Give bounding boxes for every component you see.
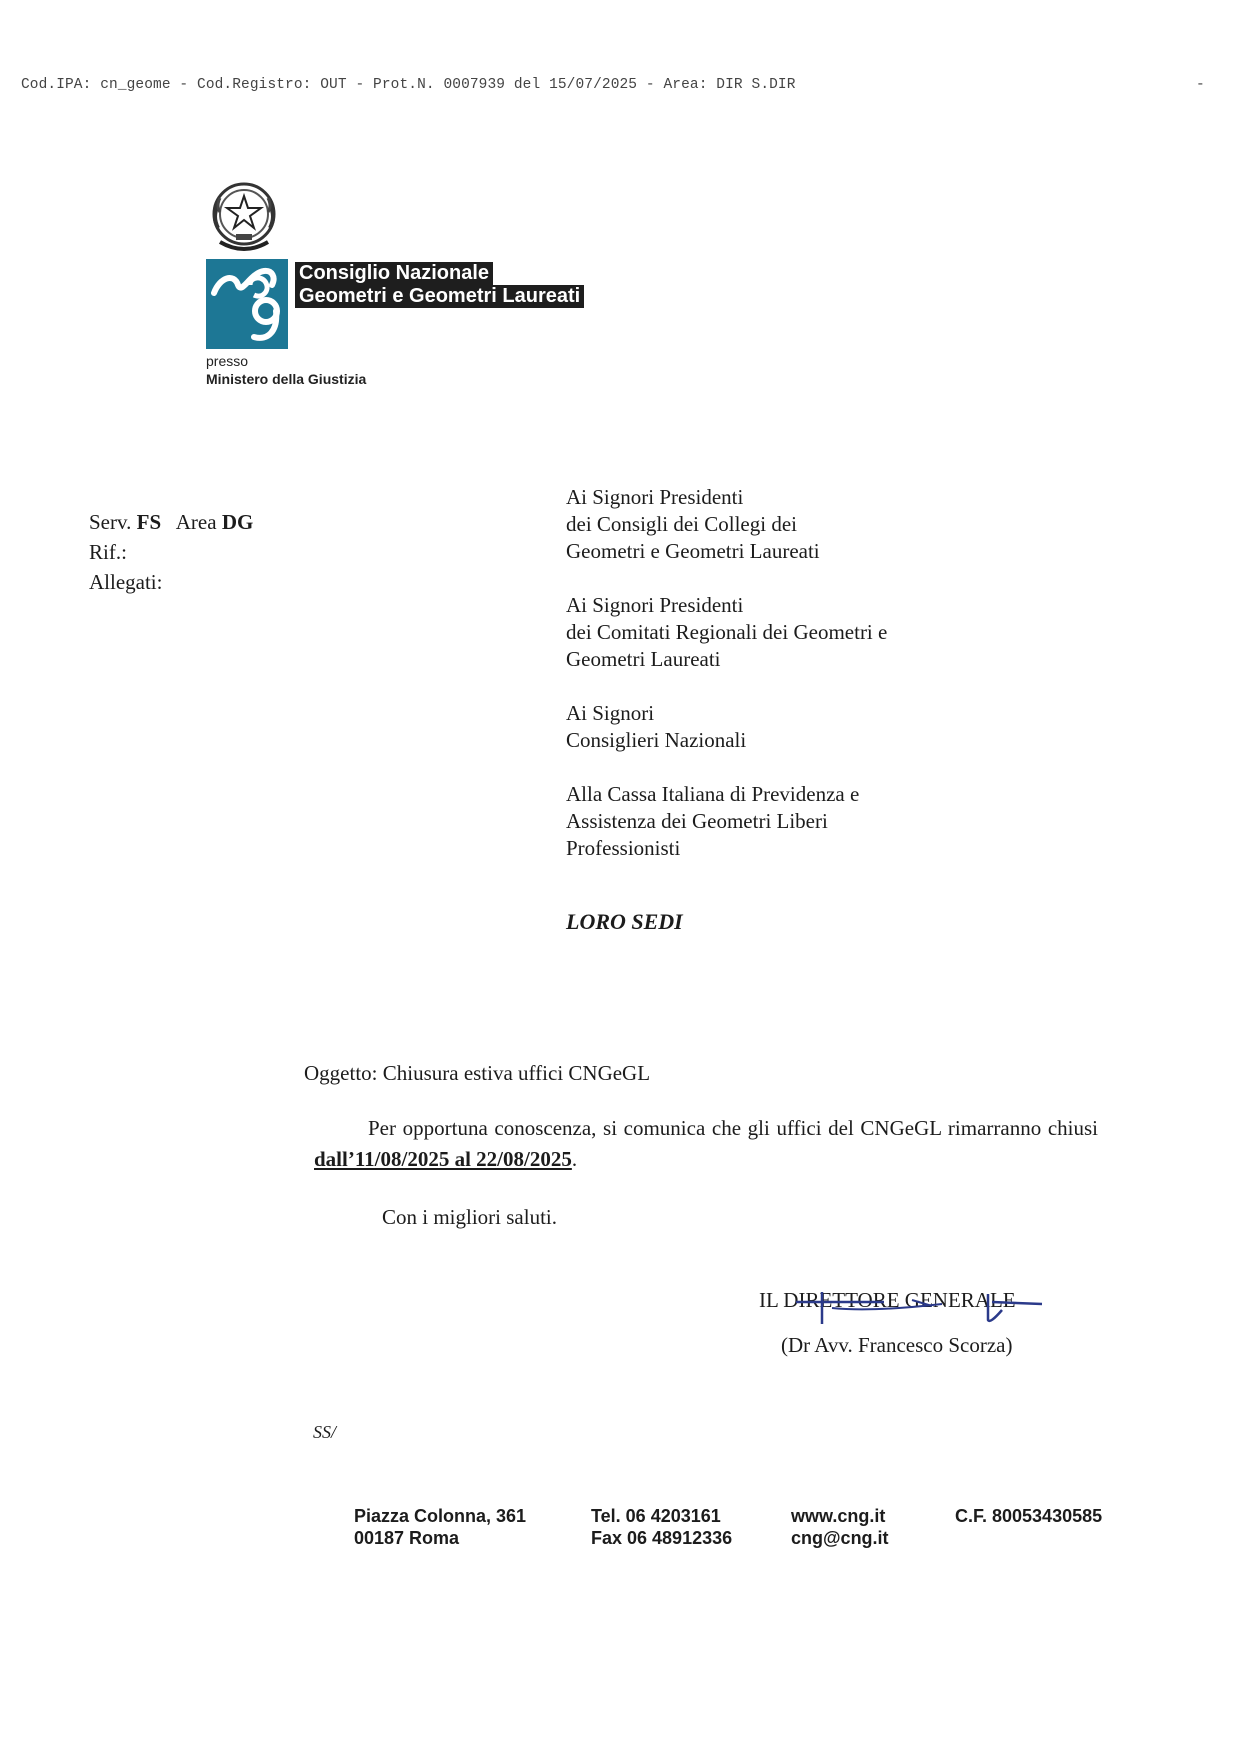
signer-name: (Dr Avv. Francesco Scorza) <box>781 1333 1013 1357</box>
italian-republic-emblem-icon <box>206 176 282 258</box>
allegati-label: Allegati: <box>89 570 163 594</box>
body-text-end: . <box>571 1147 578 1171</box>
footer-tel: Tel. 06 4203161 <box>591 1506 721 1526</box>
addressee-block <box>566 700 887 754</box>
serv-area-line <box>89 507 253 537</box>
footer-fiscal-code: C.F. 80053430585 <box>955 1506 1103 1526</box>
footer-web <box>791 1505 889 1549</box>
addressee-line: Professionisti <box>566 836 681 860</box>
footer-address <box>354 1505 526 1549</box>
closure-period: dall’11/08/2025 al 22/08/2025 <box>314 1147 572 1171</box>
organization-name-line2: Geometri e Geometri Laureati <box>295 285 584 308</box>
reference-block <box>89 507 253 597</box>
subject-line: Oggetto: Chiusura estiva uffici CNGeGL <box>304 1061 651 1085</box>
presso-label: presso <box>206 353 249 369</box>
addressee-block <box>566 484 887 565</box>
typist-initials: SS/ <box>313 1422 337 1442</box>
addressee-line: Alla Cassa Italiana di Previdenza e <box>566 782 860 806</box>
addressee-line: Geometri Laureati <box>566 647 721 671</box>
addressee-line: Ai Signori <box>566 701 655 725</box>
addressee-line: Ai Signori Presidenti <box>566 485 744 509</box>
area-value: DG <box>221 510 254 534</box>
body-paragraph <box>314 1113 1098 1175</box>
serv-label: Serv. <box>89 510 132 534</box>
organization-name-line1: Consiglio Nazionale <box>295 262 493 285</box>
body-text: Per opportuna conoscenza, si comunica che gli uffici del CNGeGL rimarranno chiusi <box>368 1116 1098 1140</box>
footer-address-line2: 00187 Roma <box>354 1528 460 1548</box>
addressee-line: Ai Signori Presidenti <box>566 593 744 617</box>
addressee-line: dei Comitati Regionali dei Geometri e <box>566 620 888 644</box>
serv-value: FS <box>136 510 162 534</box>
footer-address-line1: Piazza Colonna, 361 <box>354 1506 527 1526</box>
letter-body <box>314 1113 1098 1175</box>
addressee-line: Assistenza dei Geometri Liberi <box>566 809 828 833</box>
cng-logo <box>206 259 288 349</box>
area-label: Area <box>175 510 217 534</box>
addressee-block <box>566 781 887 862</box>
addressees <box>566 484 887 889</box>
addressee-line: dei Consigli dei Collegi dei <box>566 512 797 536</box>
protocol-trailing-dash: - <box>1196 77 1205 93</box>
signer-title: IL DIRETTORE GENERALE <box>759 1288 1016 1312</box>
organization-name <box>295 262 584 308</box>
ministry-affiliation <box>206 352 366 388</box>
addressee-line: Consiglieri Nazionali <box>566 728 747 752</box>
cng-monogram-icon <box>206 259 288 349</box>
footer-email: cng@cng.it <box>791 1528 889 1548</box>
protocol-stamp-line: Cod.IPA: cn_geome - Cod.Registro: OUT - Prot.N. 0007939 del 15/07/2025 - Area: DIR S.DIR <box>21 77 796 93</box>
loro-sedi: LORO SEDI <box>566 909 683 934</box>
footer-fax: Fax 06 48912336 <box>591 1528 733 1548</box>
addressee-block <box>566 592 887 673</box>
closing-greeting: Con i migliori saluti. <box>382 1205 558 1229</box>
ministry-name: Ministero della Giustizia <box>206 371 367 387</box>
footer-website: www.cng.it <box>791 1506 886 1526</box>
footer-phone <box>591 1505 732 1549</box>
rif-label: Rif.: <box>89 540 127 564</box>
footer-cf <box>955 1505 1102 1527</box>
addressee-line: Geometri e Geometri Laureati <box>566 539 820 563</box>
